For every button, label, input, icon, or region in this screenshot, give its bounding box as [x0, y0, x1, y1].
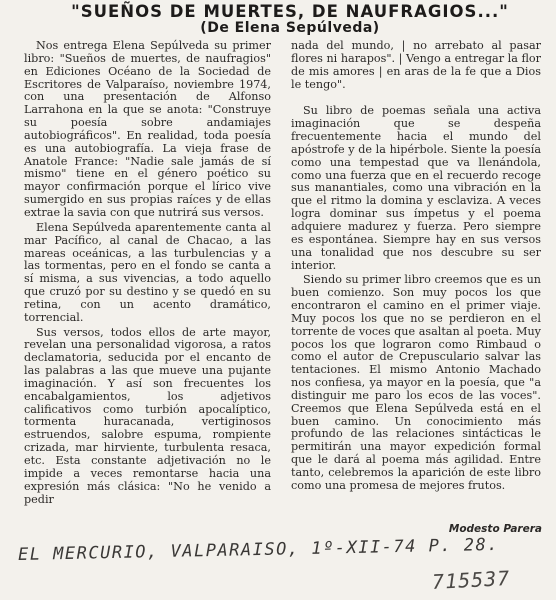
- left-column: [24, 40, 271, 506]
- paragraph: Elena Sepúlveda aparentemente canta al mar Pacífico, al canal de Chacao, a las mareas oceánicas, a las turbulencias y a las tormentas, pero en el fondo se canta a sí misma, a sus vivencias, a todo aquello que cruzó por su destino y se quedó en su retina, con un acento dramático, torrencial.: [24, 220, 271, 324]
- paragraph: nada del mundo, | no arrebato al pasar flores ni harapos". | Vengo a entregar la flor de mis amores | en aras de la fe que a Dios le tengo".: [291, 39, 541, 91]
- right-column: [291, 40, 541, 493]
- author-signature: Modesto Parera: [448, 523, 542, 535]
- article-subheadline: (De Elena Sepúlveda): [200, 20, 380, 36]
- paragraph: Su libro de poemas señala una activa imaginación que se despeña frecuentemente hacia el mundo del apóstrofe y de la hipérbole. Siente la poesía como una tempestad que va llenándola, como una fuerza que en el recuerdo recoge sus manantiales, como una vibración en la que el ritmo la domina y esclaviza. A veces logra dominar sus ímpetus y el poema adquiere madurez y fuerza. Pero siempre es espontánea. Siempre hay en sus versos una tonalidad que nos descubre su ser interior.: [291, 104, 541, 272]
- article-headline: "SUEÑOS DE MUERTES, DE NAUFRAGIOS...": [71, 2, 509, 21]
- handwritten-source-note: EL MERCURIO, VALPARAISO, 1º-XII-74 P. 28.: [17, 534, 500, 565]
- paragraph: Siendo su primer libro creemos que es un buen comienzo. Son muy pocos los que encontraron el camino en el primer viaje. Muy pocos los que no se perdieron en el torrente de voces que asaltan al poeta. Muy pocos los que lograron como Rimbaud o como el autor de Crepusculario salvar las tentaciones. El mismo Antonio Machado nos confiesa, ya mayor en la poesía, que "a distinguir me paro los ecos de las voces". Creemos que Elena Sepúlveda está en el buen camino. Un conocimiento más profundo de las relaciones sintácticas le permitirán una mayor expedición formal que le dará al poema más agilidad. Entre tanto, celebremos la aparición de este libro como una promesa de mejores frutos.: [291, 273, 541, 492]
- paragraph: Nos entrega Elena Sepúlveda su primer libro: "Sueños de muertes, de naufragios" en Ediciones Océano de la Sociedad de Escritores de Valparaíso, noviembre 1974, con una presentación de Alfonso Larrahona en la que se anota: "Construye su poesía sobre andamiajes autobiográficos". En realidad, toda poesía es una autobiografía. La vieja frase de Anatole France: "Nadie sale jamás de sí mismo" tiene en el género poético su mayor confirmación porque el lírico vive sumergido en sus propias raíces y de ellas extrae la savia con que nutrirá sus versos.: [24, 39, 271, 219]
- handwritten-catalog-number: 715537: [431, 565, 511, 595]
- paragraph: Sus versos, todos ellos de arte mayor, revelan una personalidad vigorosa, a ratos declamatoria, seducida por el encanto de las palabras a las que mueve una pujante imaginación. Y así son frecuentes los encabalgamientos, los adjetivos calificativos como turbión apocalíptico, tormenta huracanada, vertiginosos estruendos, salobre espuma, rompiente crizada, mar hirviente, turbulenta resaca, etc. Esta constante adjetivación no le impide a veces remontarse hacia una expresión más clásica: "No he venido a pedir: [24, 325, 271, 506]
